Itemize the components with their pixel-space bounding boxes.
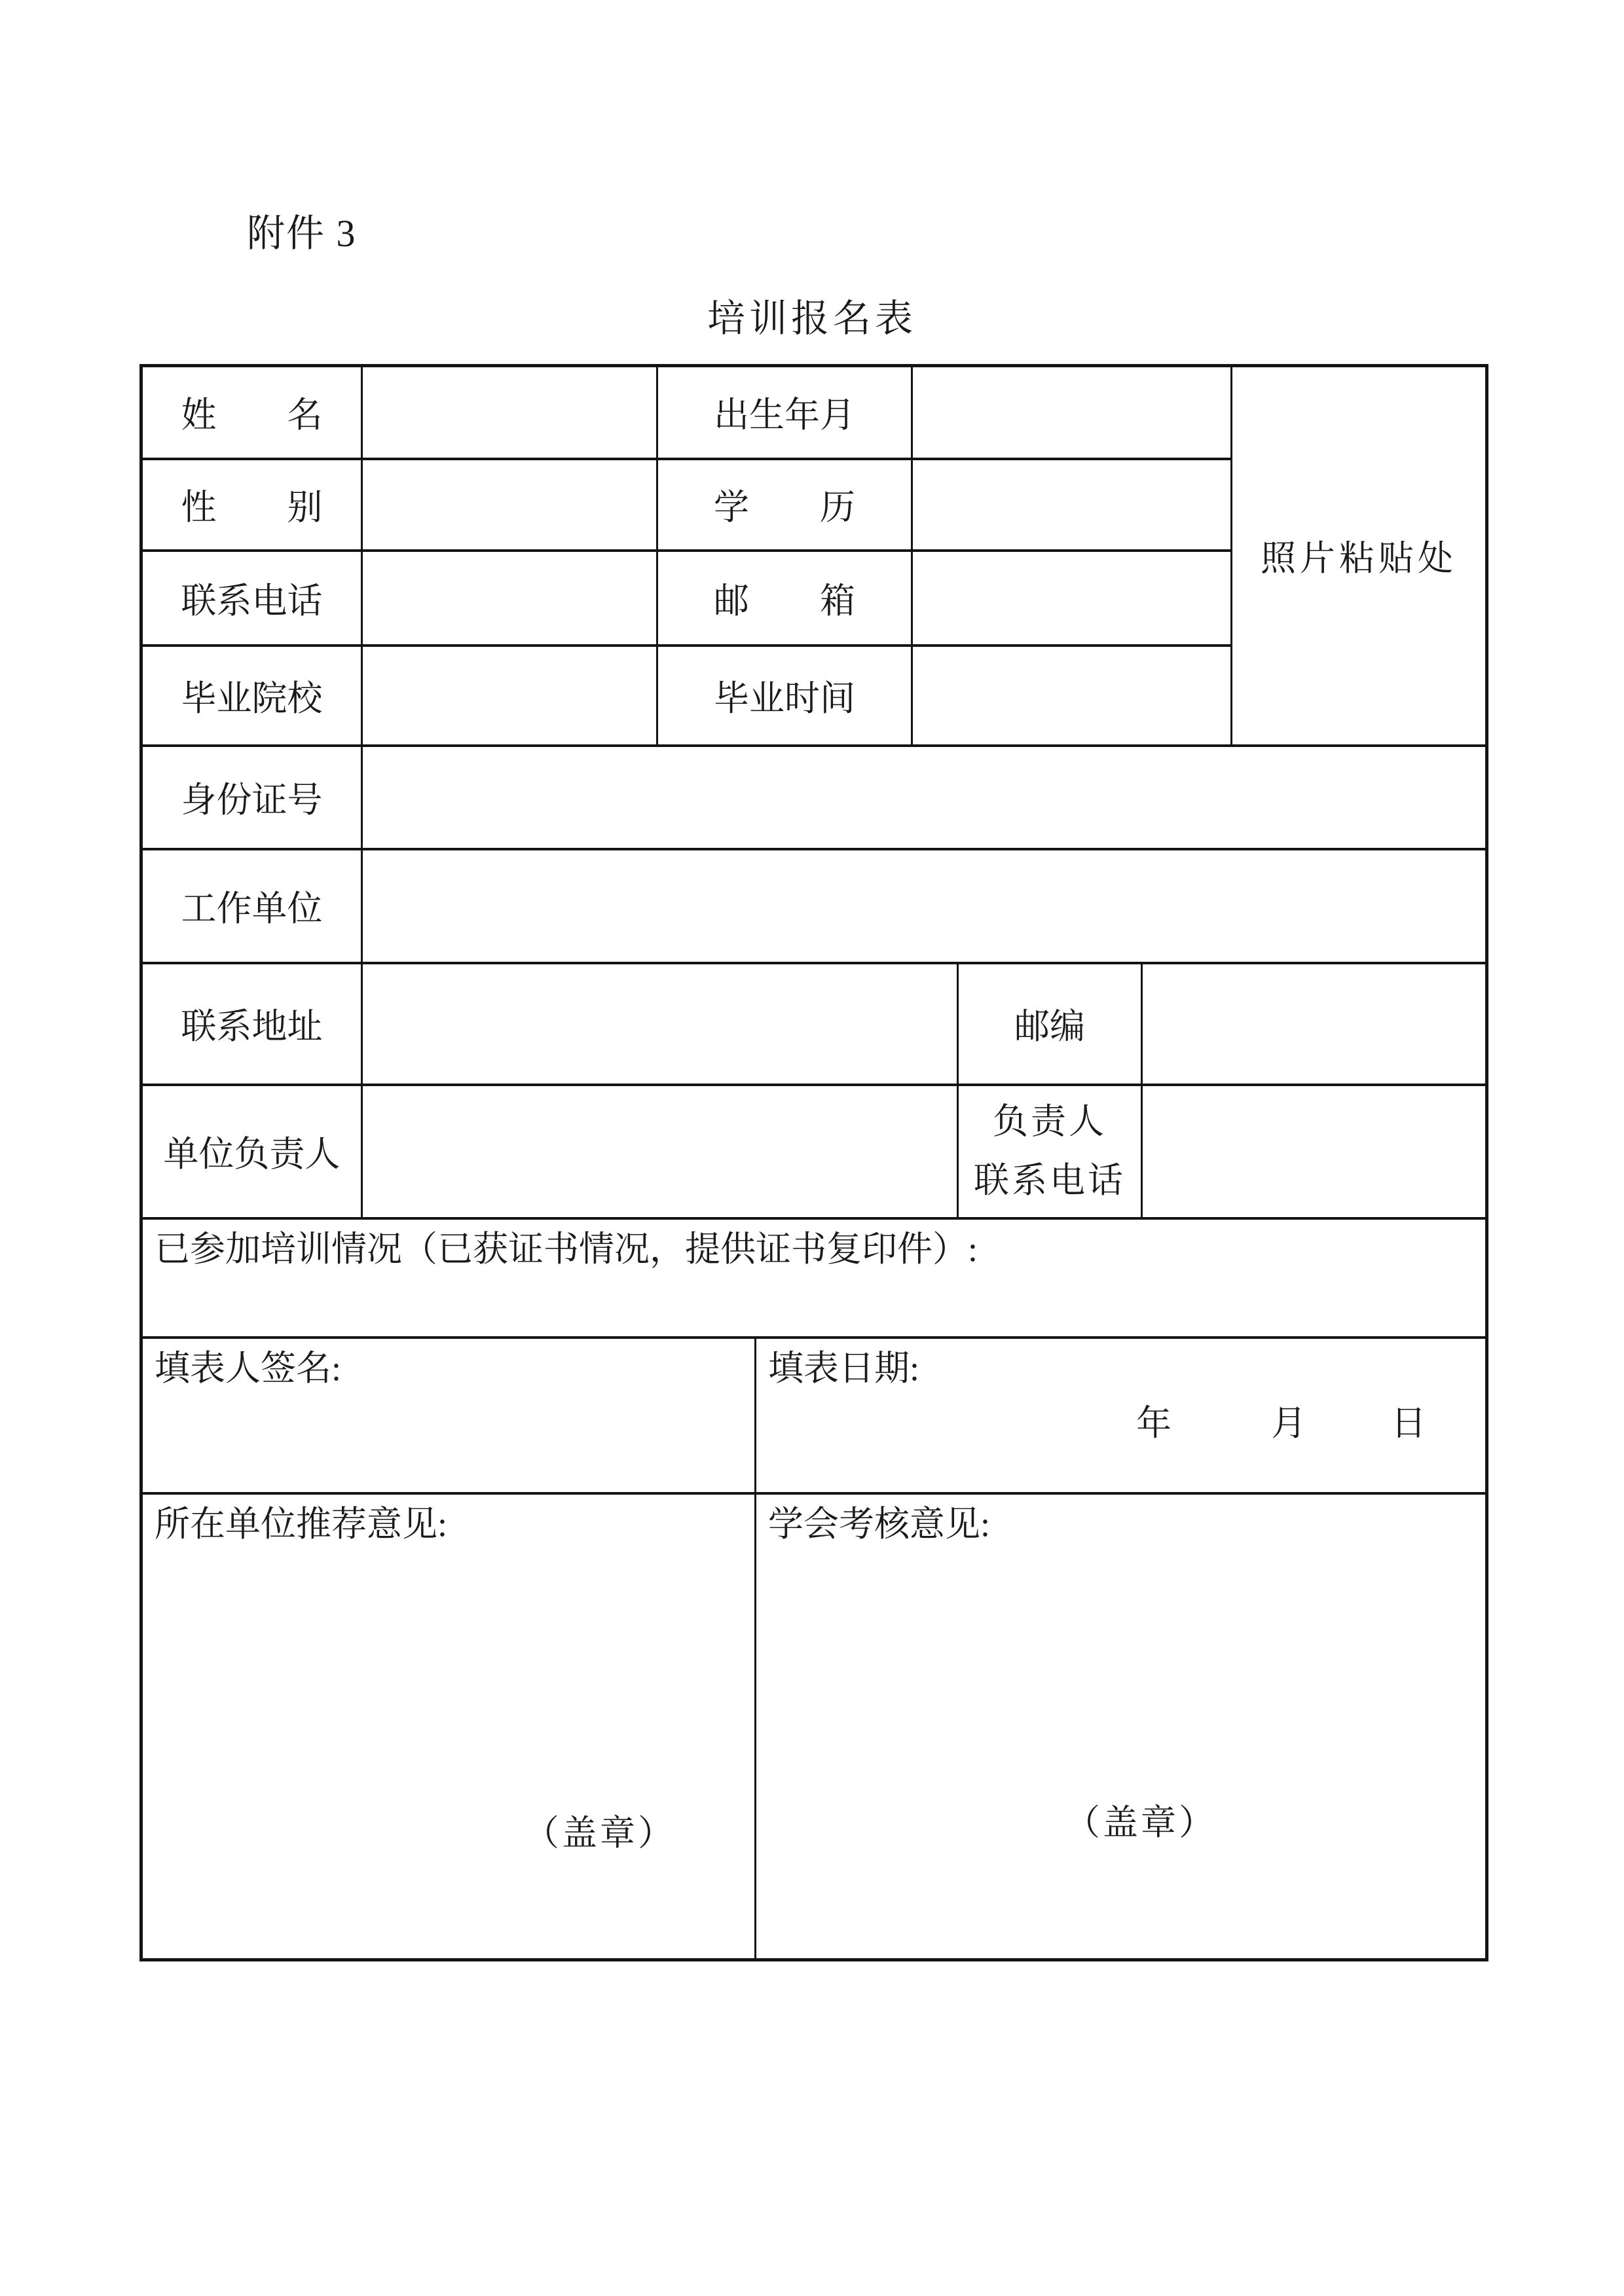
row-employer [141,849,1487,963]
row-training-history [141,1218,1487,1338]
row-name-birth [141,366,1487,459]
row-address-postcode [141,963,1487,1085]
employer-label: 工作单位 [141,849,362,963]
employer-input-cell[interactable] [362,849,1487,963]
fill-date-cell[interactable] [756,1338,1487,1493]
birth-input-cell[interactable] [912,366,1232,459]
school-label: 毕业院校 [141,646,362,746]
row-unit-head [141,1085,1487,1218]
unit-stamp-label: （盖章） [524,1813,676,1853]
address-input-cell[interactable] [362,963,958,1085]
gender-label: 性 别 [141,459,362,551]
day-label: 日 [1391,1403,1426,1443]
row-opinions [141,1493,1487,1960]
education-label: 学 历 [657,459,912,551]
school-input-cell[interactable] [362,646,657,746]
registration-form-table [139,364,1488,1961]
unit-opinion-cell[interactable] [141,1493,756,1960]
email-input-cell[interactable] [912,551,1232,646]
society-stamp-label: （盖章） [1065,1802,1217,1842]
grad-time-input-cell[interactable] [912,646,1232,746]
id-number-input-cell[interactable] [362,746,1487,849]
training-history-cell[interactable] [141,1218,1487,1338]
head-phone-label-line2: 联系电话 [974,1160,1126,1200]
email-label: 邮 箱 [657,551,912,646]
birth-label: 出生年月 [657,366,912,459]
signature-label: 填表人签名: [155,1348,342,1388]
signature-cell[interactable] [141,1338,756,1493]
head-phone-label [958,1085,1142,1218]
head-phone-label-line1: 负责人 [993,1102,1107,1142]
row-id-number [141,746,1487,849]
education-input-cell[interactable] [912,459,1232,551]
form-title: 培训报名表 [707,297,917,340]
address-label: 联系地址 [141,963,362,1085]
month-label: 月 [1271,1403,1306,1443]
society-opinion-label: 学会考核意见: [768,1504,991,1544]
unit-opinion-label: 所在单位推荐意见: [155,1504,448,1544]
postcode-label: 邮编 [958,963,1142,1085]
id-number-label: 身份证号 [141,746,362,849]
name-label: 姓 名 [141,366,362,459]
unit-head-label: 单位负责人 [141,1085,362,1218]
row-signature-date [141,1338,1487,1493]
fill-date-label: 填表日期: [768,1348,920,1388]
photo-paste-area: 照片粘贴处 [1232,366,1487,746]
unit-head-input-cell[interactable] [362,1085,958,1218]
postcode-input-cell[interactable] [1142,963,1487,1085]
grad-time-label: 毕业时间 [657,646,912,746]
head-phone-input-cell[interactable] [1142,1085,1487,1218]
gender-input-cell[interactable] [362,459,657,551]
training-history-label: 已参加培训情况（已获证书情况，提供证书复印件）: [155,1229,978,1269]
name-input-cell[interactable] [362,366,657,459]
society-opinion-cell[interactable] [756,1493,1487,1960]
attachment-label: 附件 3 [247,212,357,255]
phone-label: 联系电话 [141,551,362,646]
phone-input-cell[interactable] [362,551,657,646]
year-label: 年 [1136,1403,1172,1443]
